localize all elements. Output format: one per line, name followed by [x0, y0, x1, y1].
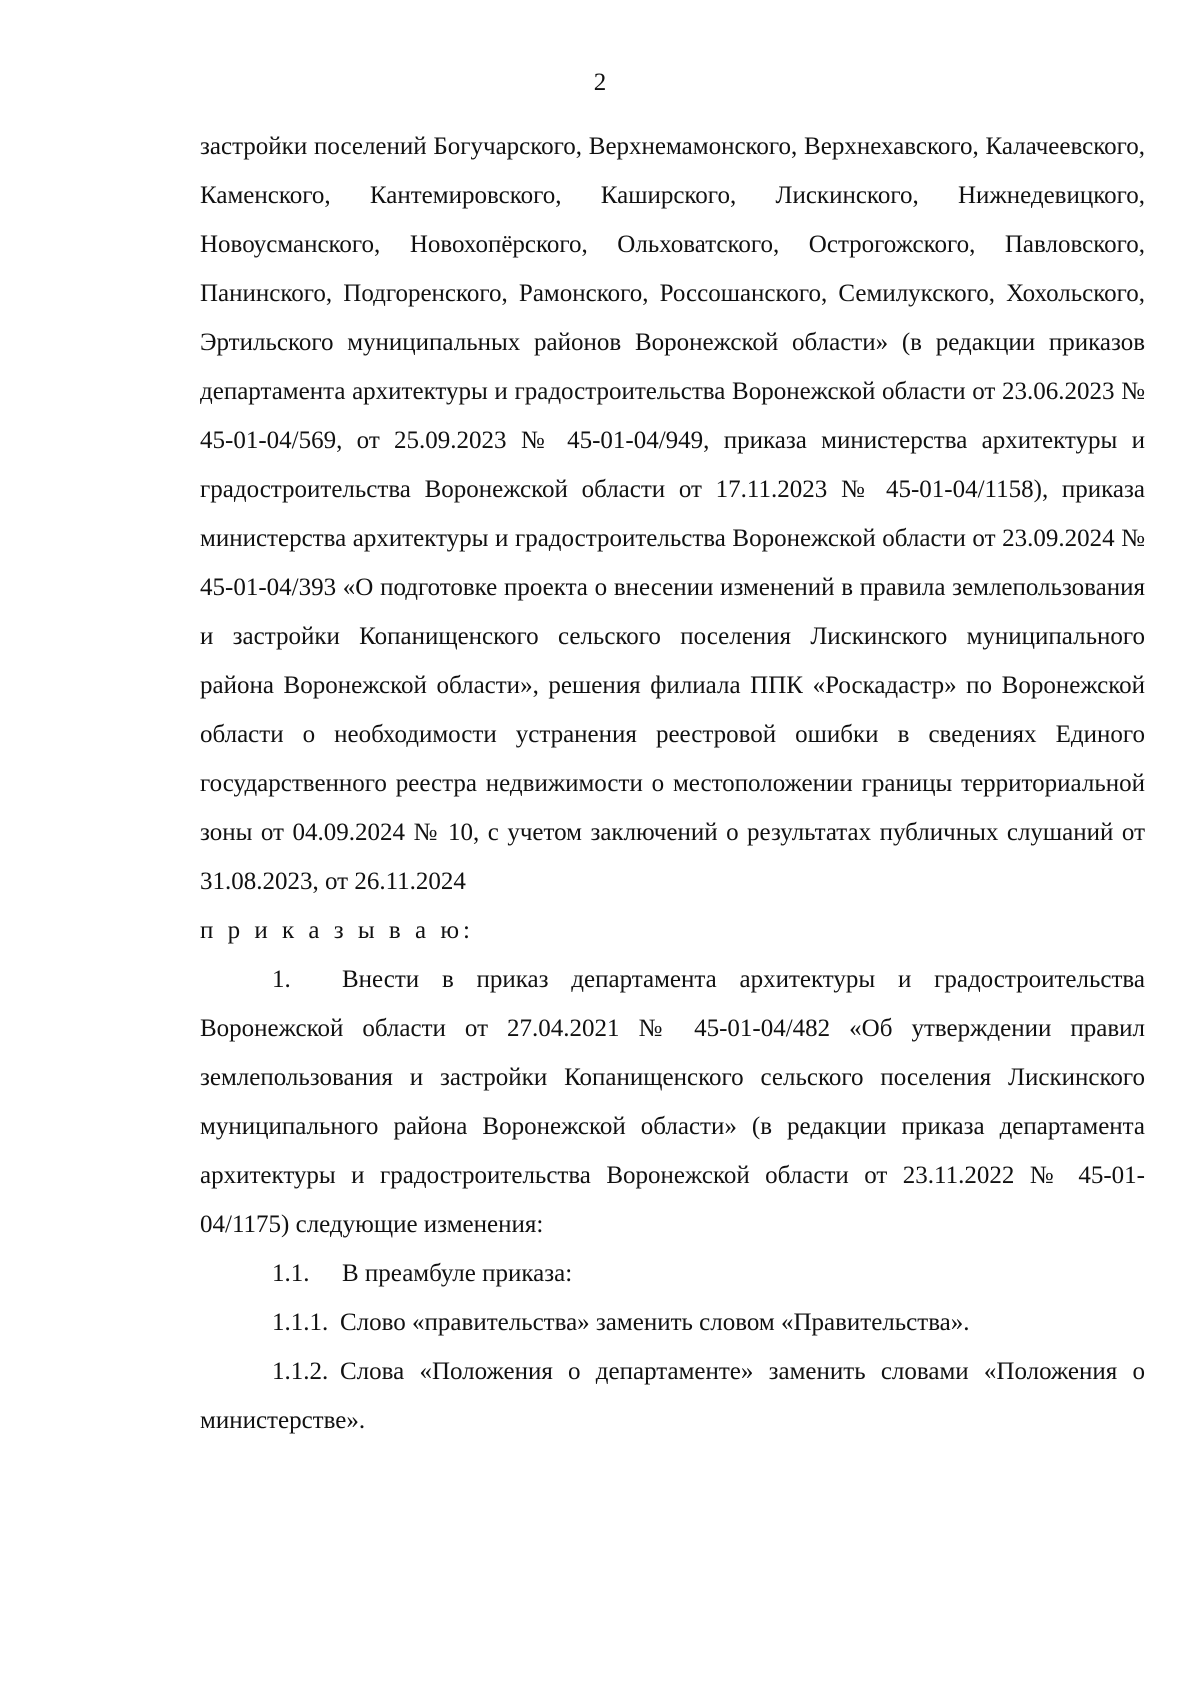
- clause-1-1-2-number: 1.1.2.: [272, 1358, 329, 1385]
- clause-1-number: 1.: [272, 966, 291, 993]
- clause-1-1-number: 1.1.: [272, 1260, 310, 1287]
- clause-1-1-text: В преамбуле приказа:: [342, 1260, 573, 1287]
- clause-1-1-1-text: Слово «правительства» заменить словом «Правительства».: [340, 1309, 970, 1336]
- clause-1-1-1: [200, 1298, 1145, 1347]
- order-word: п р и к а з ы в а ю:: [200, 917, 474, 944]
- clause-1: [200, 955, 1145, 1249]
- page-number: 2: [593, 69, 607, 96]
- clause-1-1: [200, 1249, 1145, 1298]
- clause-1-1-1-number: 1.1.1.: [272, 1309, 329, 1336]
- clause-1-1-2-text: Слова «Положения о департаменте» заменить словами «Положения о министерстве».: [200, 1358, 1145, 1434]
- preamble-paragraph: застройки поселений Богучарского, Верхнемамонского, Верхнехавского, Калачеевского, Каменского, Кантемировского, Каширского, Лискинского, Нижнедевицкого, Новоусманского, Новохопёрского, Ольховатского, Острогожского, Павловского, Панинского, Подгоренского, Рамонского, Россошанского, Семилукского, Хохольского, Эртильского муниципальных районов Воронежской области» (в редакции приказов департамента архитектуры и градостроительства Воронежской области от 23.06.2023 № 45-01-04/569, от 25.09.2023 № 45-01-04/949, приказа министерства архитектуры и градостроительства Воронежской области от 17.11.2023 № 45-01-04/1158), приказа министерства архитектуры и градостроительства Воронежской области от 23.09.2024 № 45-01-04/393 «О подготовке проекта о внесении изменений в правила землепользования и застройки Копанищенского сельского поселения Лискинского муниципального района Воронежской области», решения филиала ППК «Роскадастр» по Воронежской области о необходимости устранения реестровой ошибки в сведениях Единого государственного реестра недвижимости о местоположении границы территориальной зоны от 04.09.2024 № 10, с учетом заключений о результатах публичных слушаний от 31.08.2023, от 26.11.2024: [200, 133, 1145, 895]
- clause-1-1-2: [200, 1347, 1145, 1445]
- clause-1-text: Внести в приказ департамента архитектуры и градостроительства Воронежской области от 27.04.2021 № 45-01-04/482 «Об утверждении правил землепользования и застройки Копанищенского сельского поселения Лискинского муниципального района Воронежской области» (в редакции приказа департамента архитектуры и градостроительства Воронежской области от 23.11.2022 № 45-01-04/1175) следующие изменения:: [200, 966, 1145, 1238]
- document-body: [200, 122, 1145, 1445]
